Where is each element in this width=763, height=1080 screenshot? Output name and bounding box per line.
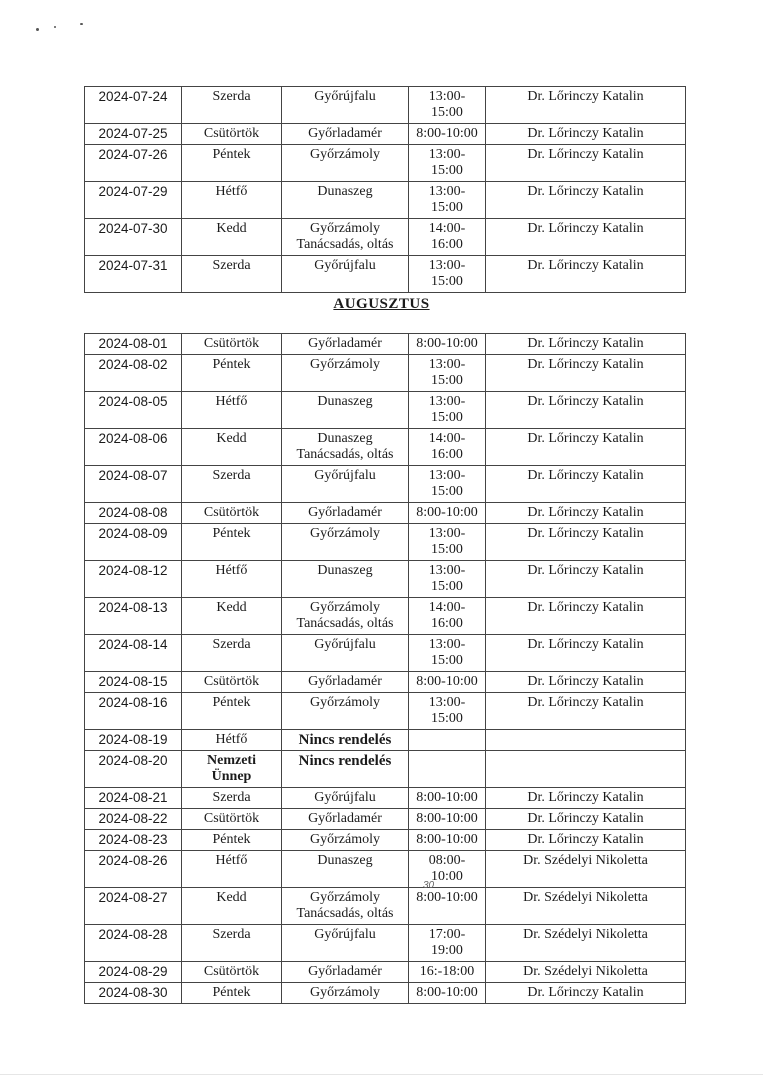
day-cell <box>182 851 282 888</box>
place-name: Győrladamér <box>308 964 382 979</box>
table-row <box>85 888 686 925</box>
place-cell <box>282 355 409 392</box>
place-name: Győrújfalu <box>314 637 376 652</box>
day-cell <box>182 830 282 851</box>
day-cell <box>182 256 282 293</box>
place-cell <box>282 635 409 672</box>
handwritten-correction: 30 <box>423 880 435 891</box>
time-cell: 8:00-10:00 <box>409 503 486 524</box>
place-cell <box>282 524 409 561</box>
place-name: Dunaszeg <box>317 431 373 446</box>
place-cell <box>282 466 409 503</box>
place-name: Dunaszeg <box>317 184 373 199</box>
table-row <box>85 219 686 256</box>
place-cell <box>282 392 409 429</box>
day-cell <box>182 124 282 145</box>
place-note: Tanácsadás, oltás <box>296 237 394 252</box>
day-name: Péntek <box>212 526 251 541</box>
date-cell: 2024-08-26 <box>85 851 182 888</box>
day-name: Hétfő <box>215 853 248 868</box>
place-cell <box>282 925 409 962</box>
date-cell: 2024-07-24 <box>85 87 182 124</box>
day-cell <box>182 182 282 219</box>
table-row <box>85 145 686 182</box>
date-cell: 2024-08-09 <box>85 524 182 561</box>
day-cell <box>182 145 282 182</box>
table-row <box>85 830 686 851</box>
doctor-cell: Dr. Lőrinczy Katalin <box>486 124 686 145</box>
date-cell: 2024-08-12 <box>85 561 182 598</box>
place-cell <box>282 809 409 830</box>
doctor-cell: Dr. Lőrinczy Katalin <box>486 392 686 429</box>
day-name: Szerda <box>212 927 251 942</box>
day-cell <box>182 355 282 392</box>
date-cell: 2024-08-14 <box>85 635 182 672</box>
day-name: Csütörtök <box>203 336 260 351</box>
date-cell: 2024-08-06 <box>85 429 182 466</box>
time-cell: 13:00-15:00 <box>409 635 486 672</box>
doctor-cell: Dr. Lőrinczy Katalin <box>486 429 686 466</box>
day-name: Csütörtök <box>203 505 260 520</box>
place-cell <box>282 751 409 788</box>
place-note: Tanácsadás, oltás <box>296 447 394 462</box>
time-cell: 13:00-15:00 <box>409 182 486 219</box>
month-title: AUGUSZTUS <box>333 296 430 312</box>
table-row <box>85 524 686 561</box>
place-name: Nincs rendelés <box>298 753 392 769</box>
place-cell <box>282 788 409 809</box>
place-name: Győrzámoly <box>310 357 380 372</box>
time-cell: 16:-18:00 <box>409 962 486 983</box>
table-row <box>85 730 686 751</box>
table-row <box>85 392 686 429</box>
table-row <box>85 598 686 635</box>
place-cell <box>282 182 409 219</box>
place-name: Győrladamér <box>308 126 382 141</box>
time-cell: 8:00-10:00 <box>409 888 486 925</box>
time-cell: 13:00-15:00 <box>409 524 486 561</box>
place-name: Győrzámoly <box>310 890 380 905</box>
table-row <box>85 962 686 983</box>
place-cell <box>282 598 409 635</box>
table-row <box>85 925 686 962</box>
date-cell: 2024-08-21 <box>85 788 182 809</box>
date-cell: 2024-08-19 <box>85 730 182 751</box>
time-cell: 8:00-10:00 <box>409 334 486 355</box>
day-cell <box>182 524 282 561</box>
place-cell <box>282 962 409 983</box>
day-cell <box>182 983 282 1004</box>
place-name: Győrzámoly <box>310 221 380 236</box>
place-cell <box>282 145 409 182</box>
table-row <box>85 851 686 888</box>
doctor-cell: Dr. Lőrinczy Katalin <box>486 830 686 851</box>
day-name: Csütörtök <box>203 126 260 141</box>
date-cell: 2024-07-30 <box>85 219 182 256</box>
place-name: Győrzámoly <box>310 985 380 1000</box>
doctor-cell: Dr. Lőrinczy Katalin <box>486 693 686 730</box>
day-name: Péntek <box>212 357 251 372</box>
place-name: Győrladamér <box>308 336 382 351</box>
table-row <box>85 693 686 730</box>
table-row <box>85 561 686 598</box>
day-cell <box>182 429 282 466</box>
place-cell <box>282 334 409 355</box>
place-name: Győrladamér <box>308 674 382 689</box>
day-name: Hétfő <box>215 184 248 199</box>
place-note: Tanácsadás, oltás <box>296 616 394 631</box>
table-row <box>85 466 686 503</box>
table-row <box>85 256 686 293</box>
place-cell <box>282 429 409 466</box>
place-name: Győrújfalu <box>314 258 376 273</box>
table-row <box>85 788 686 809</box>
day-cell <box>182 635 282 672</box>
scan-specks <box>34 22 94 34</box>
table-row <box>85 809 686 830</box>
place-cell <box>282 983 409 1004</box>
date-cell: 2024-08-01 <box>85 334 182 355</box>
table-row <box>85 355 686 392</box>
time-cell: 8:00-10:00 <box>409 983 486 1004</box>
date-cell: 2024-07-25 <box>85 124 182 145</box>
date-cell: 2024-08-29 <box>85 962 182 983</box>
day-name: Szerda <box>212 790 251 805</box>
july-schedule-table <box>84 86 686 293</box>
place-name: Győrladamér <box>308 811 382 826</box>
doctor-cell: Dr. Lőrinczy Katalin <box>486 561 686 598</box>
day-cell <box>182 219 282 256</box>
date-cell: 2024-07-31 <box>85 256 182 293</box>
place-cell <box>282 87 409 124</box>
place-name: Dunaszeg <box>317 853 373 868</box>
place-cell <box>282 830 409 851</box>
day-cell <box>182 751 282 788</box>
time-cell: 8:00-10:00 <box>409 672 486 693</box>
date-cell: 2024-08-28 <box>85 925 182 962</box>
doctor-cell: Dr. Lőrinczy Katalin <box>486 788 686 809</box>
time-cell: 8:00-10:00 <box>409 124 486 145</box>
place-name: Győrzámoly <box>310 147 380 162</box>
day-cell <box>182 598 282 635</box>
day-name: Csütörtök <box>203 674 260 689</box>
doctor-cell: Dr. Lőrinczy Katalin <box>486 524 686 561</box>
doctor-cell: Dr. Lőrinczy Katalin <box>486 219 686 256</box>
day-cell <box>182 503 282 524</box>
day-cell <box>182 561 282 598</box>
doctor-cell: Dr. Szédelyi Nikoletta <box>486 851 686 888</box>
doctor-cell: Dr. Szédelyi Nikoletta <box>486 962 686 983</box>
date-cell: 2024-08-30 <box>85 983 182 1004</box>
day-name: Hétfő <box>215 732 248 747</box>
date-cell: 2024-07-26 <box>85 145 182 182</box>
time-cell: 14:00-16:00 <box>409 429 486 466</box>
place-name: Győrzámoly <box>310 600 380 615</box>
place-cell <box>282 851 409 888</box>
scan-edge <box>0 1074 763 1075</box>
time-cell: 13:00-15:00 <box>409 561 486 598</box>
time-cell: 13:00-15:00 <box>409 355 486 392</box>
date-cell: 2024-08-27 <box>85 888 182 925</box>
doctor-cell: Dr. Szédelyi Nikoletta <box>486 888 686 925</box>
doctor-cell: Dr. Lőrinczy Katalin <box>486 182 686 219</box>
day-name: Péntek <box>212 695 251 710</box>
time-cell: 13:00-15:00 <box>409 256 486 293</box>
date-cell: 2024-08-08 <box>85 503 182 524</box>
doctor-cell: Dr. Lőrinczy Katalin <box>486 598 686 635</box>
table-row <box>85 124 686 145</box>
doctor-cell: Dr. Lőrinczy Katalin <box>486 256 686 293</box>
place-cell <box>282 730 409 751</box>
day-cell <box>182 730 282 751</box>
table-row <box>85 672 686 693</box>
time-cell: 08:00-10:00 <box>409 851 486 888</box>
date-cell: 2024-08-02 <box>85 355 182 392</box>
date-cell: 2024-08-22 <box>85 809 182 830</box>
table-row <box>85 182 686 219</box>
day-name: Péntek <box>212 147 251 162</box>
day-name: Szerda <box>212 89 251 104</box>
date-cell: 2024-08-13 <box>85 598 182 635</box>
doctor-cell <box>486 730 686 751</box>
place-name: Győrzámoly <box>310 526 380 541</box>
day-cell <box>182 334 282 355</box>
doctor-cell: Dr. Lőrinczy Katalin <box>486 334 686 355</box>
table-row <box>85 87 686 124</box>
place-cell <box>282 693 409 730</box>
day-cell <box>182 788 282 809</box>
doctor-cell: Dr. Lőrinczy Katalin <box>486 466 686 503</box>
day-cell <box>182 962 282 983</box>
day-cell <box>182 693 282 730</box>
day-name: Csütörtök <box>203 811 260 826</box>
date-cell: 2024-08-07 <box>85 466 182 503</box>
day-cell <box>182 392 282 429</box>
day-cell <box>182 925 282 962</box>
table-row <box>85 751 686 788</box>
date-cell: 2024-07-29 <box>85 182 182 219</box>
time-cell: 14:00-16:00 <box>409 598 486 635</box>
day-name: Kedd <box>216 221 247 236</box>
doctor-cell: Dr. Lőrinczy Katalin <box>486 87 686 124</box>
doctor-cell: Dr. Lőrinczy Katalin <box>486 983 686 1004</box>
place-name: Dunaszeg <box>317 563 373 578</box>
place-cell <box>282 256 409 293</box>
day-name: Szerda <box>212 258 251 273</box>
table-row <box>85 635 686 672</box>
day-name: Kedd <box>216 890 247 905</box>
table-row <box>85 983 686 1004</box>
day-name-extra: Ünnep <box>211 769 252 784</box>
place-name: Győrújfalu <box>314 790 376 805</box>
doctor-cell: Dr. Lőrinczy Katalin <box>486 672 686 693</box>
day-name: Kedd <box>216 600 247 615</box>
place-cell <box>282 219 409 256</box>
day-cell <box>182 809 282 830</box>
place-cell <box>282 561 409 598</box>
day-cell <box>182 466 282 503</box>
day-name: Péntek <box>212 985 251 1000</box>
place-name: Nincs rendelés <box>298 732 392 748</box>
time-cell: 8:00-10:00 <box>409 830 486 851</box>
time-cell: 8:00-10:00 <box>409 788 486 809</box>
place-name: Győrújfalu <box>314 927 376 942</box>
doctor-cell: Dr. Lőrinczy Katalin <box>486 145 686 182</box>
table-row <box>85 334 686 355</box>
date-cell: 2024-08-23 <box>85 830 182 851</box>
place-cell <box>282 124 409 145</box>
doctor-cell <box>486 751 686 788</box>
doctor-cell: Dr. Lőrinczy Katalin <box>486 635 686 672</box>
place-name: Győrújfalu <box>314 89 376 104</box>
day-name: Péntek <box>212 832 251 847</box>
place-name: Győrzámoly <box>310 695 380 710</box>
time-cell <box>409 730 486 751</box>
place-note: Tanácsadás, oltás <box>296 906 394 921</box>
day-cell <box>182 672 282 693</box>
day-cell <box>182 888 282 925</box>
place-cell <box>282 888 409 925</box>
date-cell: 2024-08-16 <box>85 693 182 730</box>
day-name: Hétfő <box>215 394 248 409</box>
doctor-cell: Dr. Lőrinczy Katalin <box>486 809 686 830</box>
time-cell <box>409 751 486 788</box>
time-cell: 13:00-15:00 <box>409 392 486 429</box>
date-cell: 2024-08-20 <box>85 751 182 788</box>
place-cell <box>282 672 409 693</box>
place-name: Győrújfalu <box>314 468 376 483</box>
date-cell: 2024-08-15 <box>85 672 182 693</box>
time-cell: 17:00-19:00 <box>409 925 486 962</box>
time-cell: 13:00-15:00 <box>409 145 486 182</box>
time-cell: 8:00-10:00 <box>409 809 486 830</box>
day-name: Hétfő <box>215 563 248 578</box>
place-cell <box>282 503 409 524</box>
day-name: Szerda <box>212 468 251 483</box>
time-cell: 14:00-16:00 <box>409 219 486 256</box>
doctor-cell: Dr. Lőrinczy Katalin <box>486 355 686 392</box>
table-row <box>85 503 686 524</box>
date-cell: 2024-08-05 <box>85 392 182 429</box>
day-name: Szerda <box>212 637 251 652</box>
place-name: Győrladamér <box>308 505 382 520</box>
place-name: Dunaszeg <box>317 394 373 409</box>
doctor-cell: Dr. Lőrinczy Katalin <box>486 503 686 524</box>
day-name: Kedd <box>216 431 247 446</box>
doctor-cell: Dr. Szédelyi Nikoletta <box>486 925 686 962</box>
table-row <box>85 429 686 466</box>
day-name: Csütörtök <box>203 964 260 979</box>
day-cell <box>182 87 282 124</box>
day-name: Nemzeti <box>207 753 256 768</box>
time-cell: 13:00-15:00 <box>409 466 486 503</box>
time-cell: 13:00-15:00 <box>409 693 486 730</box>
time-cell: 13:00-15:00 <box>409 87 486 124</box>
august-schedule-table <box>84 333 686 1004</box>
place-name: Győrzámoly <box>310 832 380 847</box>
